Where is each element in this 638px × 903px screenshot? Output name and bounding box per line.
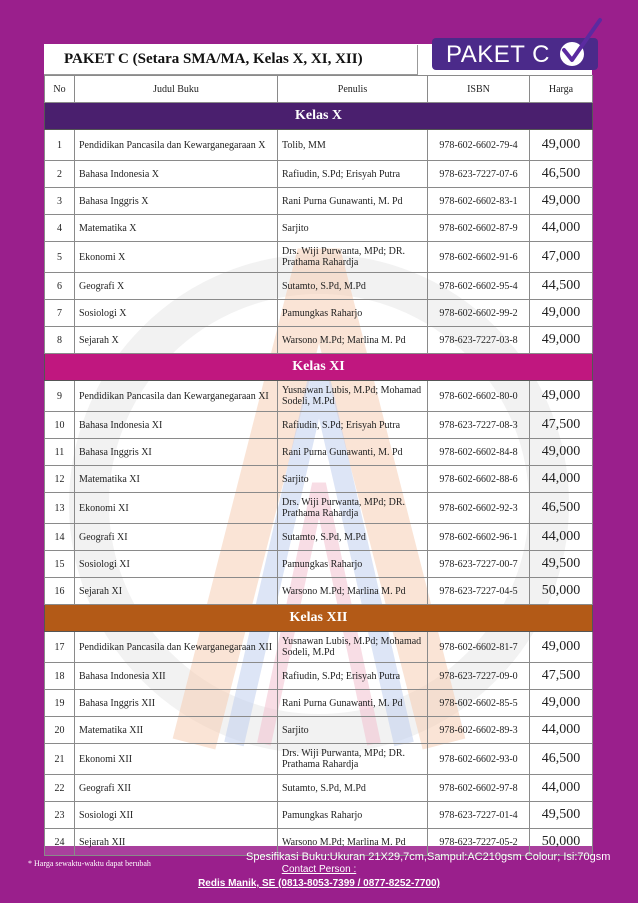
- row-number: 20: [45, 717, 75, 744]
- row-number: 16: [45, 578, 75, 605]
- table-row: [45, 493, 593, 524]
- table-row: [45, 744, 593, 775]
- column-header-author: Penulis: [278, 76, 428, 103]
- book-title: Bahasa Inggris X: [75, 188, 278, 215]
- book-title: Geografi XI: [75, 524, 278, 551]
- book-title: Geografi X: [75, 273, 278, 300]
- book-author: Warsono M.Pd; Marlina M. Pd: [278, 327, 428, 354]
- book-price: 44,000: [530, 466, 593, 493]
- book-isbn: 978-623-7227-07-6: [428, 161, 530, 188]
- book-isbn: 978-602-6602-88-6: [428, 466, 530, 493]
- table-row: [45, 130, 593, 161]
- book-price: 46,500: [530, 161, 593, 188]
- table-row: [45, 300, 593, 327]
- paket-badge: [432, 38, 598, 70]
- book-isbn: 978-602-6602-91-6: [428, 242, 530, 273]
- section-title: Kelas X: [45, 103, 593, 130]
- column-header-price: Harga: [530, 76, 593, 103]
- check-icon: [550, 16, 606, 64]
- row-number: 19: [45, 690, 75, 717]
- row-number: 23: [45, 802, 75, 829]
- book-price-table: [44, 75, 593, 856]
- book-author: Rafiudin, S.Pd; Erisyah Putra: [278, 161, 428, 188]
- table-header-row: [45, 76, 593, 103]
- table-row: [45, 381, 593, 412]
- book-title: Ekonomi X: [75, 242, 278, 273]
- book-author: Warsono M.Pd; Marlina M. Pd: [278, 829, 428, 856]
- row-number: 7: [45, 300, 75, 327]
- book-author: Drs. Wiji Purwanta, MPd; DR. Prathama Rahardja: [278, 493, 428, 524]
- section-header-row: [45, 103, 593, 130]
- table-row: [45, 690, 593, 717]
- book-isbn: 978-623-7227-01-4: [428, 802, 530, 829]
- book-title: Bahasa Inggris XI: [75, 439, 278, 466]
- book-price: 44,000: [530, 524, 593, 551]
- table-row: [45, 466, 593, 493]
- book-isbn: 978-602-6602-81-7: [428, 632, 530, 663]
- book-price: 44,000: [530, 215, 593, 242]
- section-header-row: [45, 354, 593, 381]
- row-number: 8: [45, 327, 75, 354]
- book-price: 49,000: [530, 327, 593, 354]
- row-number: 10: [45, 412, 75, 439]
- book-isbn: 978-602-6602-84-8: [428, 439, 530, 466]
- book-author: Yusnawan Lubis, M.Pd; Mohamad Sodeli, M.Pd: [278, 381, 428, 412]
- book-isbn: 978-602-6602-96-1: [428, 524, 530, 551]
- book-price: 49,000: [530, 632, 593, 663]
- row-number: 3: [45, 188, 75, 215]
- book-price: 44,500: [530, 273, 593, 300]
- table-row: [45, 215, 593, 242]
- row-number: 18: [45, 663, 75, 690]
- book-isbn: 978-602-6602-97-8: [428, 775, 530, 802]
- column-header-isbn: ISBN: [428, 76, 530, 103]
- book-title: Sejarah XII: [75, 829, 278, 856]
- book-author: Rani Purna Gunawanti, M. Pd: [278, 188, 428, 215]
- book-author: Rani Purna Gunawanti, M. Pd: [278, 439, 428, 466]
- book-isbn: 978-602-6602-87-9: [428, 215, 530, 242]
- row-number: 14: [45, 524, 75, 551]
- book-price: 49,000: [530, 690, 593, 717]
- row-number: 24: [45, 829, 75, 856]
- book-title: Sosiologi X: [75, 300, 278, 327]
- row-number: 4: [45, 215, 75, 242]
- row-number: 13: [45, 493, 75, 524]
- book-title: Pendidikan Pancasila dan Kewarganegaraan XI: [75, 381, 278, 412]
- book-price: 47,500: [530, 663, 593, 690]
- table-row: [45, 717, 593, 744]
- book-price: 49,500: [530, 802, 593, 829]
- column-header-no: No: [45, 76, 75, 103]
- row-number: 12: [45, 466, 75, 493]
- book-title: Pendidikan Pancasila dan Kewarganegaraan XII: [75, 632, 278, 663]
- book-price: 44,000: [530, 775, 593, 802]
- section-title: Kelas XII: [45, 605, 593, 632]
- book-title: Sejarah X: [75, 327, 278, 354]
- book-isbn: 978-602-6602-83-1: [428, 188, 530, 215]
- book-isbn: 978-623-7227-03-8: [428, 327, 530, 354]
- row-number: 9: [45, 381, 75, 412]
- book-title: Sosiologi XI: [75, 551, 278, 578]
- book-isbn: 978-602-6602-93-0: [428, 744, 530, 775]
- book-isbn: 978-602-6602-79-4: [428, 130, 530, 161]
- row-number: 5: [45, 242, 75, 273]
- book-isbn: 978-602-6602-80-0: [428, 381, 530, 412]
- book-isbn: 978-623-7227-00-7: [428, 551, 530, 578]
- book-author: Warsono M.Pd; Marlina M. Pd: [278, 578, 428, 605]
- badge-label: PAKET C: [446, 41, 550, 68]
- section-header-row: [45, 605, 593, 632]
- book-author: Yusnawan Lubis, M.Pd; Mohamad Sodeli, M.Pd: [278, 632, 428, 663]
- book-spec: Spesifikasi Buku:Ukuran 21X29,7cm,Sampul:AC210gsm Colour; Isi:70gsm: [246, 851, 611, 863]
- book-author: Pamungkas Raharjo: [278, 551, 428, 578]
- book-author: Pamungkas Raharjo: [278, 300, 428, 327]
- book-title: Bahasa Inggris XII: [75, 690, 278, 717]
- table-row: [45, 273, 593, 300]
- table-row: [45, 663, 593, 690]
- table-row: [45, 327, 593, 354]
- book-title: Matematika XI: [75, 466, 278, 493]
- book-isbn: 978-623-7227-05-2: [428, 829, 530, 856]
- book-price: 46,500: [530, 744, 593, 775]
- book-price: 49,000: [530, 381, 593, 412]
- book-price: 49,500: [530, 551, 593, 578]
- row-number: 15: [45, 551, 75, 578]
- table-row: [45, 802, 593, 829]
- contact-label: Contact Person :: [281, 864, 357, 875]
- row-number: 1: [45, 130, 75, 161]
- book-isbn: 978-602-6602-92-3: [428, 493, 530, 524]
- book-title: Ekonomi XII: [75, 744, 278, 775]
- book-title: Matematika XII: [75, 717, 278, 744]
- book-author: Sarjito: [278, 215, 428, 242]
- book-author: Drs. Wiji Purwanta, MPd; DR. Prathama Rahardja: [278, 242, 428, 273]
- book-author: Sutamto, S.Pd, M.Pd: [278, 273, 428, 300]
- book-price: 44,000: [530, 717, 593, 744]
- row-number: 11: [45, 439, 75, 466]
- table-row: [45, 161, 593, 188]
- row-number: 17: [45, 632, 75, 663]
- book-isbn: 978-602-6602-99-2: [428, 300, 530, 327]
- row-number: 2: [45, 161, 75, 188]
- row-number: 21: [45, 744, 75, 775]
- row-number: 6: [45, 273, 75, 300]
- column-header-title: Judul Buku: [75, 76, 278, 103]
- table-row: [45, 578, 593, 605]
- book-price: 49,000: [530, 130, 593, 161]
- book-author: Rani Purna Gunawanti, M. Pd: [278, 690, 428, 717]
- book-price: 47,500: [530, 412, 593, 439]
- contact-person: Redis Manik, SE (0813-8053-7399 / 0877-8252-7700): [198, 878, 440, 889]
- book-price: 47,000: [530, 242, 593, 273]
- book-isbn: 978-623-7227-08-3: [428, 412, 530, 439]
- book-isbn: 978-623-7227-04-5: [428, 578, 530, 605]
- table-row: [45, 439, 593, 466]
- section-title: Kelas XI: [45, 354, 593, 381]
- book-title: Bahasa Indonesia X: [75, 161, 278, 188]
- book-title: Ekonomi XI: [75, 493, 278, 524]
- table-row: [45, 551, 593, 578]
- book-author: Sutamto, S.Pd, M.Pd: [278, 775, 428, 802]
- book-title: Geografi XII: [75, 775, 278, 802]
- book-author: Sarjito: [278, 717, 428, 744]
- table-row: [45, 524, 593, 551]
- book-isbn: 978-602-6602-95-4: [428, 273, 530, 300]
- book-isbn: 978-602-6602-85-5: [428, 690, 530, 717]
- table-row: [45, 632, 593, 663]
- table-row: [45, 242, 593, 273]
- book-isbn: 978-623-7227-09-0: [428, 663, 530, 690]
- book-author: Sutamto, S.Pd, M.Pd: [278, 524, 428, 551]
- book-author: Rafiudin, S.Pd; Erisyah Putra: [278, 412, 428, 439]
- book-price: 50,000: [530, 578, 593, 605]
- book-author: Rafiudin, S.Pd; Erisyah Putra: [278, 663, 428, 690]
- book-author: Pamungkas Raharjo: [278, 802, 428, 829]
- book-price: 50,000: [530, 829, 593, 856]
- book-author: Drs. Wiji Purwanta, MPd; DR. Prathama Rahardja: [278, 744, 428, 775]
- book-price: 49,000: [530, 439, 593, 466]
- book-isbn: 978-602-6602-89-3: [428, 717, 530, 744]
- book-price: 49,000: [530, 300, 593, 327]
- book-price: 46,500: [530, 493, 593, 524]
- book-title: Bahasa Indonesia XII: [75, 663, 278, 690]
- book-title: Sejarah XI: [75, 578, 278, 605]
- page-title-box: [44, 45, 418, 75]
- table-row: [45, 188, 593, 215]
- book-author: Tolib, MM: [278, 130, 428, 161]
- book-title: Pendidikan Pancasila dan Kewarganegaraan X: [75, 130, 278, 161]
- book-title: Bahasa Indonesia XI: [75, 412, 278, 439]
- book-price: 49,000: [530, 188, 593, 215]
- book-title: Sosiologi XII: [75, 802, 278, 829]
- price-note: * Harga sewaktu-waktu dapat berubah: [28, 859, 151, 868]
- page-title: PAKET C (Setara SMA/MA, Kelas X, XI, XII): [64, 51, 363, 67]
- book-author: Sarjito: [278, 466, 428, 493]
- row-number: 22: [45, 775, 75, 802]
- book-title: Matematika X: [75, 215, 278, 242]
- table-row: [45, 775, 593, 802]
- table-row: [45, 412, 593, 439]
